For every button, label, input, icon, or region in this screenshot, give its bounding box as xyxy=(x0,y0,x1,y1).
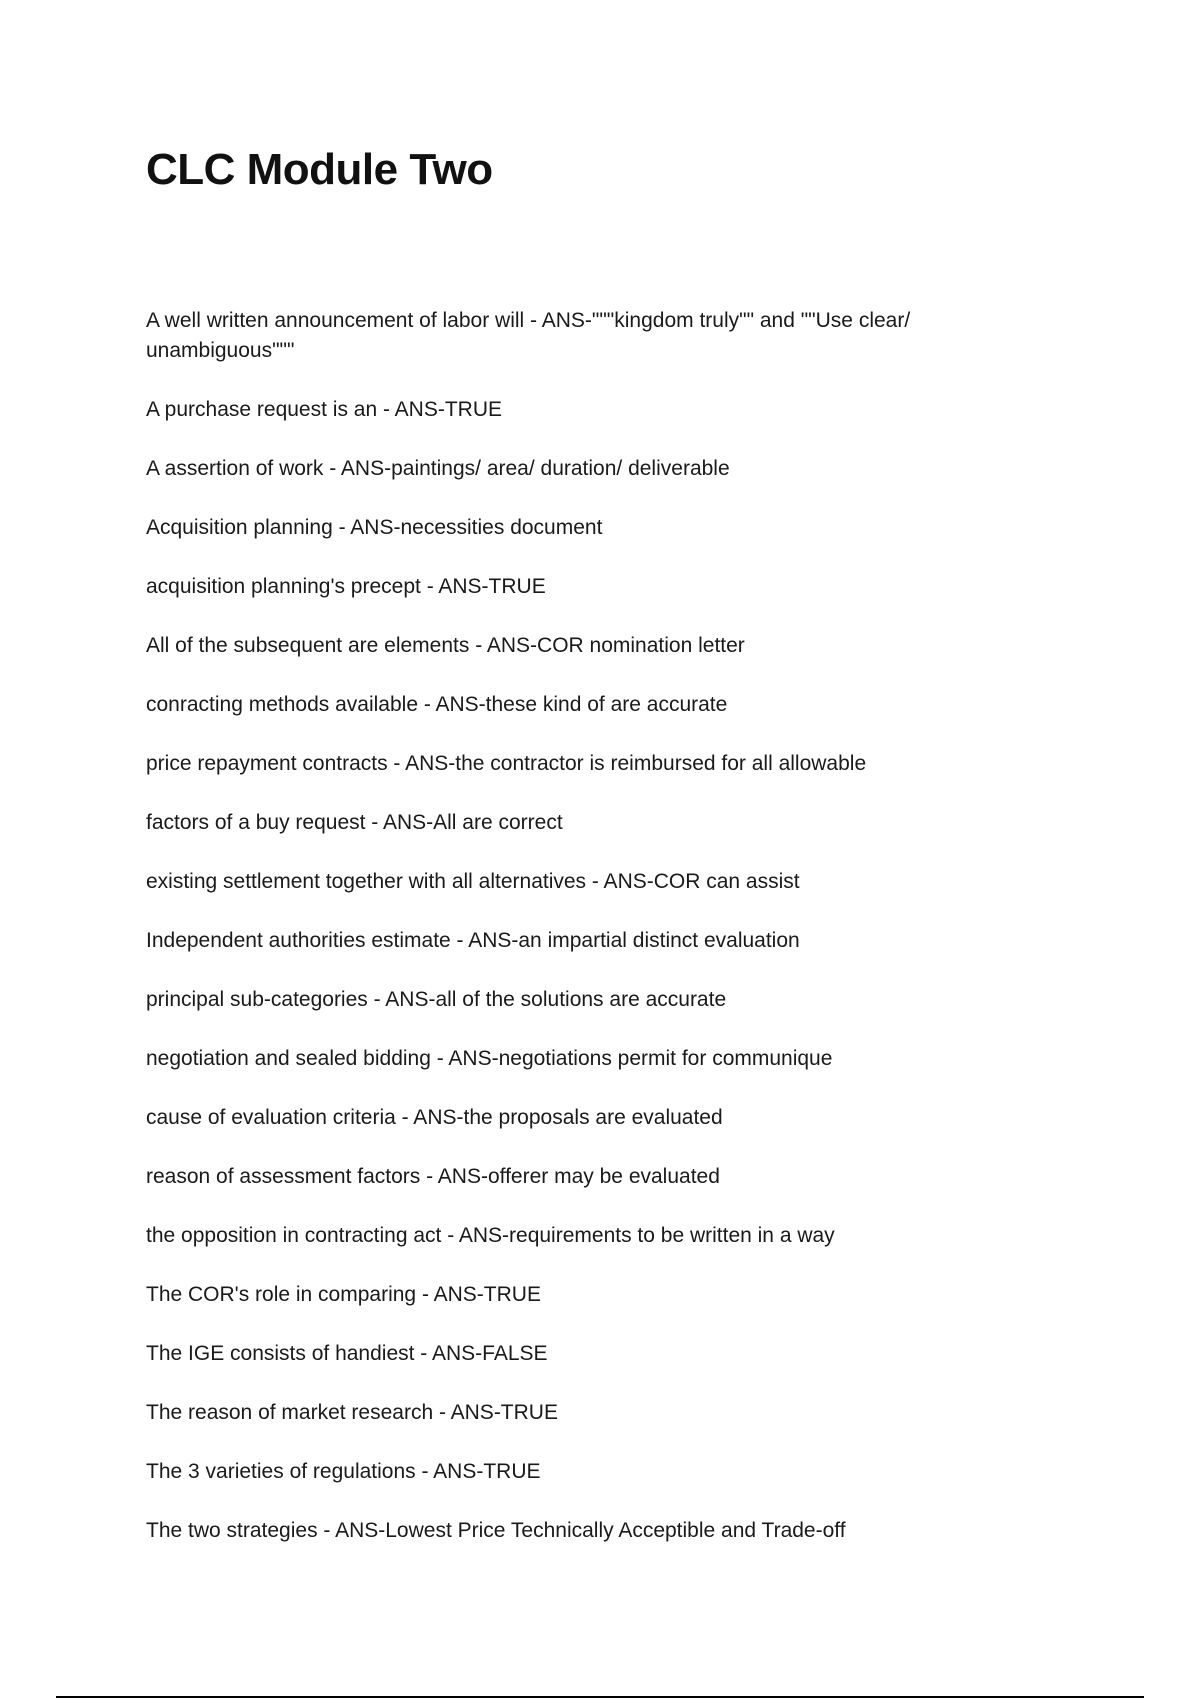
qa-item: All of the subsequent are elements - ANS-COR nomination letter xyxy=(146,634,745,657)
qa-item: price repayment contracts - ANS-the contractor is reimbursed for all allowable xyxy=(146,752,867,775)
qa-item: acquisition planning's precept - ANS-TRUE xyxy=(146,575,546,598)
qa-item: reason of assessment factors - ANS-offerer may be evaluated xyxy=(146,1165,720,1188)
qa-item: A well written announcement of labor will - ANS-"""kingdom truly"" and ""Use clear/ unambiguous""" xyxy=(146,309,911,362)
qa-item: The reason of market research - ANS-TRUE xyxy=(146,1401,558,1424)
qa-item: The IGE consists of handiest - ANS-FALSE xyxy=(146,1342,548,1365)
qa-item: cause of evaluation criteria - ANS-the proposals are evaluated xyxy=(146,1106,723,1129)
qa-item: negotiation and sealed bidding - ANS-negotiations permit for communique xyxy=(146,1047,833,1070)
qa-item: The 3 varieties of regulations - ANS-TRUE xyxy=(146,1460,541,1483)
qa-item: A purchase request is an - ANS-TRUE xyxy=(146,398,502,421)
qa-item: factors of a buy request - ANS-All are correct xyxy=(146,811,563,834)
qa-item: The two strategies - ANS-Lowest Price Technically Acceptible and Trade-off xyxy=(146,1519,846,1542)
qa-item: conracting methods available - ANS-these kind of are accurate xyxy=(146,693,728,716)
document-title: CLC Module Two xyxy=(146,145,493,194)
qa-item: the opposition in contracting act - ANS-requirements to be written in a way xyxy=(146,1224,835,1247)
qa-item: principal sub-categories - ANS-all of the solutions are accurate xyxy=(146,988,727,1011)
footer-divider xyxy=(56,1696,1144,1698)
qa-list xyxy=(146,306,1006,1575)
qa-item: The COR's role in comparing - ANS-TRUE xyxy=(146,1283,541,1306)
qa-item: Acquisition planning - ANS-necessities document xyxy=(146,516,603,539)
qa-item: A assertion of work - ANS-paintings/ area/ duration/ deliverable xyxy=(146,457,730,480)
qa-item: Independent authorities estimate - ANS-an impartial distinct evaluation xyxy=(146,929,800,952)
qa-item: existing settlement together with all alternatives - ANS-COR can assist xyxy=(146,870,800,893)
